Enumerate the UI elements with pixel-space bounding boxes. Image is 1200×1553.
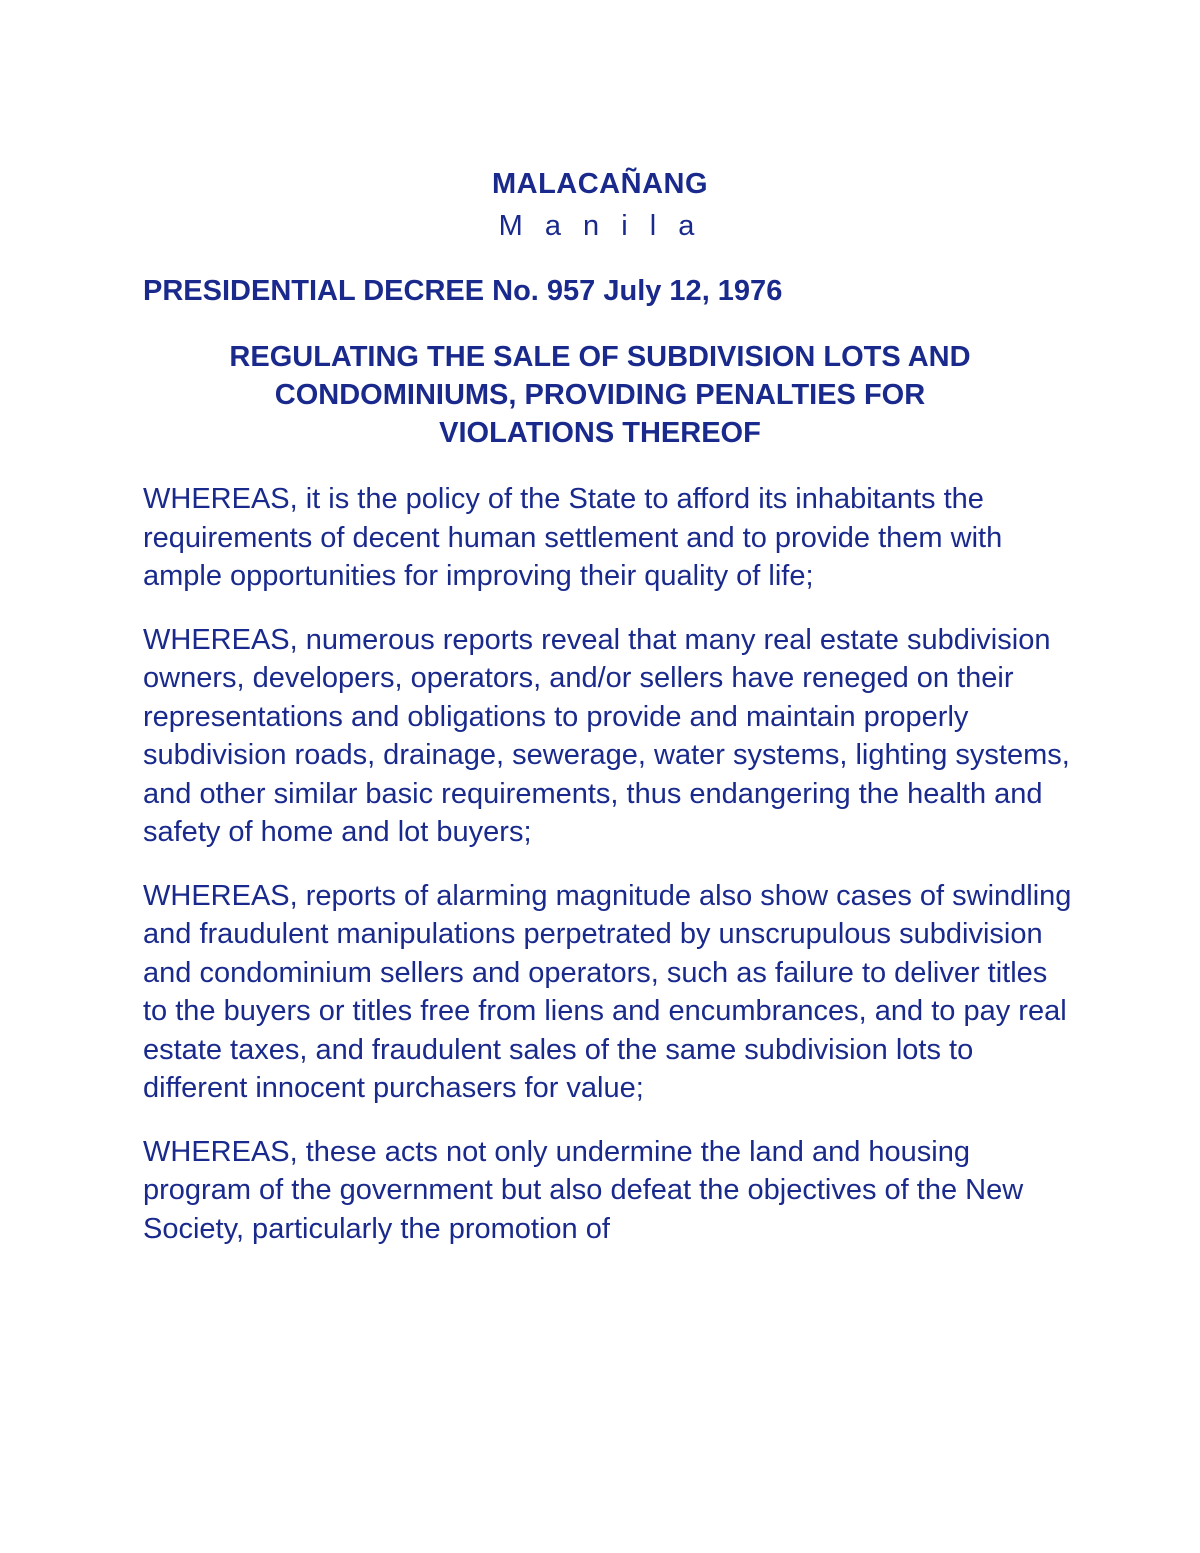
decree-title-line: REGULATING THE SALE OF SUBDIVISION LOTS AND [229,341,971,373]
decree-heading: PRESIDENTIAL DECREE No. 957 July 12, 1976 [143,275,783,307]
decree-title-line: VIOLATIONS THEREOF [439,417,761,449]
issuing-office: MALACAÑANG [491,168,709,200]
whereas-clause: WHEREAS, it is the policy of the State to afford its inhabitants the requirements of decent human settlement and to provide them with ample opportunities for improving their quality of life; [143,483,1003,592]
whereas-clause: WHEREAS, these acts not only undermine the land and housing program of the government but also defeat the objectives of the New Society, particularly the promotion of [143,1135,1024,1245]
decree-title [100,338,1100,452]
issuing-city: M a n i l a [498,210,702,242]
whereas-clause: WHEREAS, numerous reports reveal that many real estate subdivision owners, developers, operators, and/or sellers have reneged on their representations and obligations to provide and maintain properly subdivision roads, drainage, sewerage, water systems, lighting systems, and other similar basic requirements, thus endangering the health and safety of home and lot buyers; [143,623,1070,848]
whereas-clause: WHEREAS, reports of alarming magnitude also show cases of swindling and fraudulent manipulations perpetrated by unscrupulous subdivision and condominium sellers and operators, such as failure to deliver titles to the buyers or titles free from liens and encumbrances, and to pay real estate taxes, and fraudulent sales of the same subdivision lots to different innocent purchasers for value; [143,879,1072,1104]
decree-title-line: CONDOMINIUMS, PROVIDING PENALTIES FOR [274,379,926,411]
decree-body [143,480,1073,1273]
